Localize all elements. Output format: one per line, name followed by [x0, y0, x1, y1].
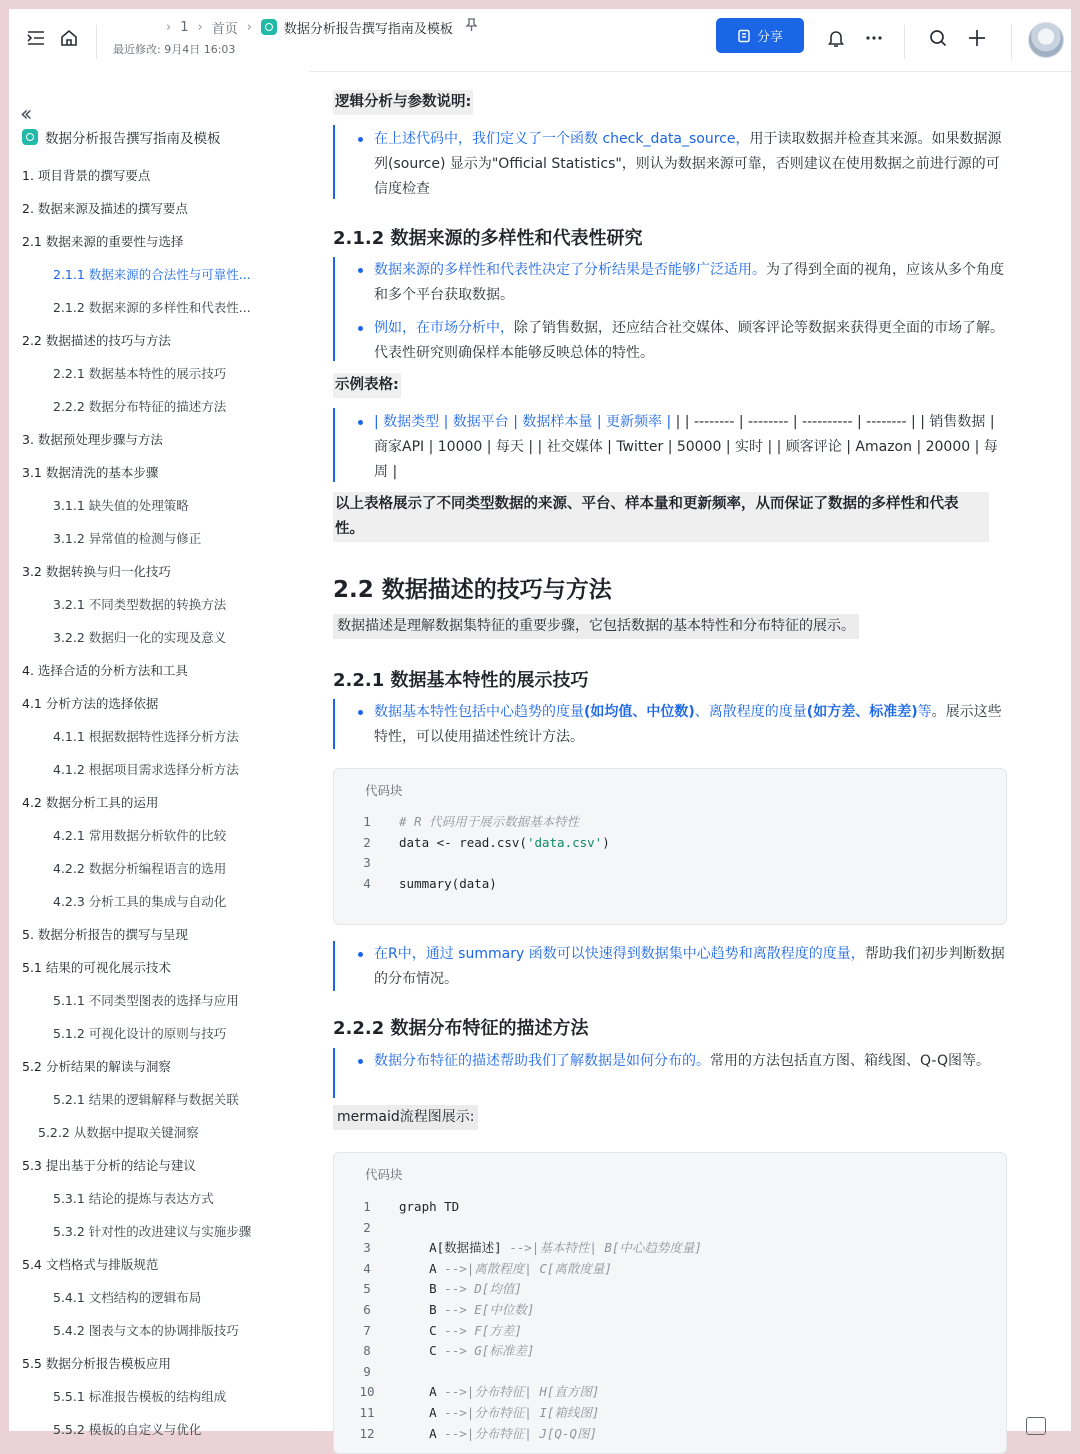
more-icon[interactable] — [863, 27, 885, 49]
toc-root[interactable] — [22, 127, 221, 147]
toc-item[interactable]: 5.5.2 模板的自定义与优化 — [53, 1422, 202, 1437]
toc-item[interactable]: 5.3 提出基于分析的结论与建议 — [22, 1158, 196, 1173]
toc-item[interactable]: 4.2.3 分析工具的集成与自动化 — [53, 894, 227, 909]
search-icon[interactable] — [927, 27, 949, 49]
code-text: graph TD — [399, 1199, 460, 1214]
document-body — [309, 71, 1071, 1441]
body-text: 用于读取数据并检查其来源。如果数据源列(source) 显示为"Official Statistics"，则认为数据来源可靠，否则建议在使用数据之前进行源的可信度检查 — [374, 131, 1002, 197]
heading-2-2-2: 2.2.2 数据分布特征的描述方法 — [333, 1018, 589, 1039]
list-item — [333, 258, 1009, 308]
code-text: summary(data) — [399, 875, 497, 891]
code-text: B --> D[均值] — [399, 1281, 522, 1297]
breadcrumb-separator: › — [246, 19, 252, 35]
toc-item[interactable]: 2.1 数据来源的重要性与选择 — [22, 234, 184, 249]
list-item — [333, 410, 1009, 485]
toc-item[interactable]: 4.2 数据分析工具的运用 — [22, 795, 159, 810]
last-modified: 最近修改: 9月4日 16:03 — [113, 43, 236, 56]
toc-item[interactable]: 5.1 结果的可视化展示技术 — [22, 960, 171, 975]
toc-item[interactable]: 2.2 数据描述的技巧与方法 — [22, 333, 171, 348]
code-text: C --> G[标准差] — [399, 1343, 535, 1359]
toc-item[interactable]: 4.2.2 数据分析编程语言的选用 — [53, 861, 227, 876]
toc-item[interactable]: 2.1.2 数据来源的多样性和代表性... — [53, 300, 251, 315]
code-text: A -->|分布特征| I[箱线图] — [399, 1405, 600, 1420]
toc-item[interactable]: 2.1.1 数据来源的合法性与可靠性... — [53, 267, 251, 282]
code-text: # R 代码用于展示数据基本特性 — [399, 814, 580, 829]
example-table-title: 示例表格: — [333, 373, 401, 398]
highlight-text: 在R中，通过 summary 函数可以快速得到数据集中心趋势和离散程度的度量， — [374, 946, 865, 962]
body-text: 为了得到全面的视角，应该从多个角度和多个平台获取数据。 — [374, 262, 1004, 303]
line-number: 12 — [359, 1425, 375, 1441]
toc-item[interactable]: 5.5.1 标准报告模板的结构组成 — [53, 1389, 227, 1404]
toc-item[interactable]: 3.1.2 异常值的检测与修正 — [53, 531, 202, 546]
line-number: 8 — [363, 1343, 371, 1359]
share-label: 分享 — [756, 30, 783, 45]
body-text: | | -------- | -------- | ---------- | -------- | | 销售数据 | 商家API | 10000 | 每天 | | 社交媒体 | Twitter | 50000 | 实时 | | 顾客评论 | Amazon | 20000 | 每周 | — [374, 414, 998, 480]
pin-icon[interactable] — [465, 18, 478, 36]
line-number: 7 — [363, 1322, 371, 1338]
toc-root-title: 数据分析报告撰写指南及模板 — [45, 131, 221, 147]
mermaid-title: mermaid流程图展示: — [333, 1105, 478, 1130]
toc-item[interactable]: 5.4.2 图表与文本的协调排版技巧 — [53, 1323, 239, 1338]
line-number: 6 — [363, 1302, 371, 1317]
list-item — [333, 127, 1009, 202]
toc-item[interactable]: 5.2.1 结果的逻辑解释与数据关联 — [53, 1092, 239, 1107]
breadcrumb — [157, 17, 478, 37]
collapse-icon[interactable]: ‹‹ — [20, 102, 28, 127]
line-number: 4 — [363, 1260, 371, 1276]
code-text: data <- read.csv('data.csv') — [399, 834, 610, 850]
line-number: 5 — [363, 1281, 371, 1297]
line-number: 2 — [363, 834, 371, 850]
toc-item[interactable]: 5.3.1 结论的提炼与表达方式 — [53, 1191, 214, 1206]
avatar[interactable] — [1028, 22, 1064, 58]
line-number: 9 — [363, 1363, 371, 1379]
toc-item[interactable]: 5. 数据分析报告的撰写与呈现 — [22, 927, 188, 942]
logic-section-title: 逻辑分析与参数说明: — [333, 90, 473, 115]
home-icon[interactable] — [58, 27, 80, 49]
toc-item[interactable]: 5.2 分析结果的解读与洞察 — [22, 1059, 171, 1074]
line-number: 2 — [363, 1219, 371, 1235]
top-bar — [9, 9, 1071, 72]
toc-item[interactable]: 5.4 文档格式与排版规范 — [22, 1257, 159, 1272]
divider — [1011, 25, 1012, 59]
body-text: 常用的方法包括直方图、箱线图、Q-Q图等。 — [710, 1053, 990, 1069]
toc-item[interactable]: 3.2 数据转换与归一化技巧 — [22, 564, 171, 579]
toc-item[interactable]: 4.2.1 常用数据分析软件的比较 — [53, 828, 227, 843]
breadcrumb-separator: › — [197, 19, 203, 35]
toc-item[interactable]: 5.3.2 针对性的改进建议与实施步骤 — [53, 1224, 252, 1239]
toc-item[interactable]: 5.2.2 从数据中提取关键洞察 — [38, 1125, 199, 1140]
doc-logo-icon — [22, 129, 38, 145]
line-number: 3 — [363, 855, 371, 870]
toc-item[interactable]: 4.1.2 根据项目需求选择分析方法 — [53, 762, 239, 777]
feedback-icon[interactable] — [1026, 1417, 1046, 1435]
toc-item[interactable]: 5.5 数据分析报告模板应用 — [22, 1356, 171, 1371]
list-item — [333, 942, 1009, 992]
toc-item[interactable]: 3.2.2 数据归一化的实现及意义 — [53, 630, 227, 645]
toc-item[interactable]: 5.1.2 可视化设计的原则与技巧 — [53, 1026, 227, 1041]
toc-item[interactable]: 3.1 数据清洗的基本步骤 — [22, 465, 159, 480]
toc-item[interactable]: 1. 项目背景的撰写要点 — [22, 168, 151, 183]
code-block-label: 代码块 — [365, 1167, 403, 1182]
breadcrumb-item[interactable]: 1 — [180, 19, 189, 35]
app-window — [9, 9, 1071, 1441]
body-text: 除了销售数据，还应结合社交媒体、顾客评论等数据来获得更全面的市场了解。代表性研究则确保样本能够反映总体的特性。 — [374, 320, 1004, 361]
line-number: 10 — [359, 1384, 375, 1400]
share-button[interactable] — [716, 18, 804, 53]
list-item — [333, 700, 1009, 750]
toc-sidebar — [9, 71, 309, 1437]
table-summary: 以上表格展示了不同类型数据的来源、平台、样本量和更新频率，从而保证了数据的多样性和代表性。 — [333, 492, 989, 542]
highlight-text: 例如，在市场分析中， — [374, 320, 514, 336]
toc-item[interactable]: 2. 数据来源及描述的撰写要点 — [22, 201, 188, 216]
toc-item[interactable]: 4.1.1 根据数据特性选择分析方法 — [53, 729, 239, 744]
code-block[interactable] — [333, 768, 1007, 925]
toc-item[interactable]: 2.2.1 数据基本特性的展示技巧 — [53, 366, 227, 381]
breadcrumb-separator: › — [166, 19, 172, 35]
code-text: A -->|离散程度| C[离散度量] — [399, 1260, 612, 1276]
share-icon — [737, 29, 751, 43]
line-number: 4 — [363, 875, 371, 891]
toc-item[interactable]: 3.1.1 缺失值的处理策略 — [53, 498, 189, 513]
code-block-label: 代码块 — [365, 783, 403, 798]
list-item — [333, 1049, 1009, 1074]
doc-title[interactable]: 数据分析报告撰写指南及模板 — [283, 21, 453, 37]
code-text: A -->|分布特征| H[直方图] — [399, 1384, 600, 1400]
toc-item[interactable]: 4. 选择合适的分析方法和工具 — [22, 663, 188, 678]
toc-item[interactable]: 2.2.2 数据分布特征的描述方法 — [53, 399, 227, 414]
section-intro: 数据描述是理解数据集特征的重要步骤，它包括数据的基本特性和分布特征的展示。 — [333, 614, 859, 639]
line-number: 1 — [363, 1199, 371, 1214]
heading-2-2-1: 2.2.1 数据基本特性的展示技巧 — [333, 670, 589, 691]
highlight-text: | 数据类型 | 数据平台 | 数据样本量 | 更新频率 | — [374, 414, 672, 430]
line-number: 3 — [363, 1240, 371, 1256]
heading-2-1-2: 2.1.2 数据来源的多样性和代表性研究 — [333, 228, 643, 249]
line-number: 11 — [359, 1405, 375, 1420]
body-text: 。展示这些特性，可以使用描述性统计方法。 — [374, 704, 1002, 745]
code-text: A -->|分布特征| J[Q-Q图] — [399, 1425, 597, 1441]
divider — [904, 25, 905, 59]
doc-logo-icon — [261, 19, 277, 35]
highlight-text: 数据分布特征的描述帮助我们了解数据是如何分布的。 — [374, 1053, 710, 1069]
plus-icon[interactable] — [966, 27, 988, 49]
highlight-text: 数据基本特性包括中心趋势的度量(如均值、中位数)、离散程度的度量(如方差、标准差)等 — [374, 704, 932, 720]
toc-item[interactable]: 3. 数据预处理步骤与方法 — [22, 432, 163, 447]
code-text: C --> F[方差] — [399, 1322, 522, 1338]
bell-icon[interactable] — [825, 27, 847, 49]
list-item — [333, 316, 1009, 366]
heading-2-2: 2.2 数据描述的技巧与方法 — [333, 577, 612, 603]
breadcrumb-item[interactable]: 首页 — [211, 21, 238, 37]
toc-item[interactable]: 4.1 分析方法的选择依据 — [22, 696, 159, 711]
sidebar-toggle-icon[interactable] — [25, 27, 47, 49]
divider — [96, 25, 97, 59]
toc-item[interactable]: 5.1.1 不同类型图表的选择与应用 — [53, 993, 239, 1008]
code-text: B --> E[中位数] — [399, 1302, 535, 1317]
highlight-text: 在上述代码中，我们定义了一个函数 check_data_source， — [374, 131, 750, 147]
toc-item[interactable]: 5.4.1 文档结构的逻辑布局 — [53, 1290, 202, 1305]
code-block[interactable] — [333, 1152, 1007, 1454]
toc-item[interactable]: 3.2.1 不同类型数据的转换方法 — [53, 597, 227, 612]
body-text: 帮助我们初步判断数据的分布情况。 — [374, 946, 1005, 987]
highlight-text: 数据来源的多样性和代表性决定了分析结果是否能够广泛适用。 — [374, 262, 766, 278]
line-number: 1 — [363, 814, 371, 829]
code-text: A[数据描述] -->|基本特性| B[中心趋势度量] — [399, 1240, 702, 1256]
